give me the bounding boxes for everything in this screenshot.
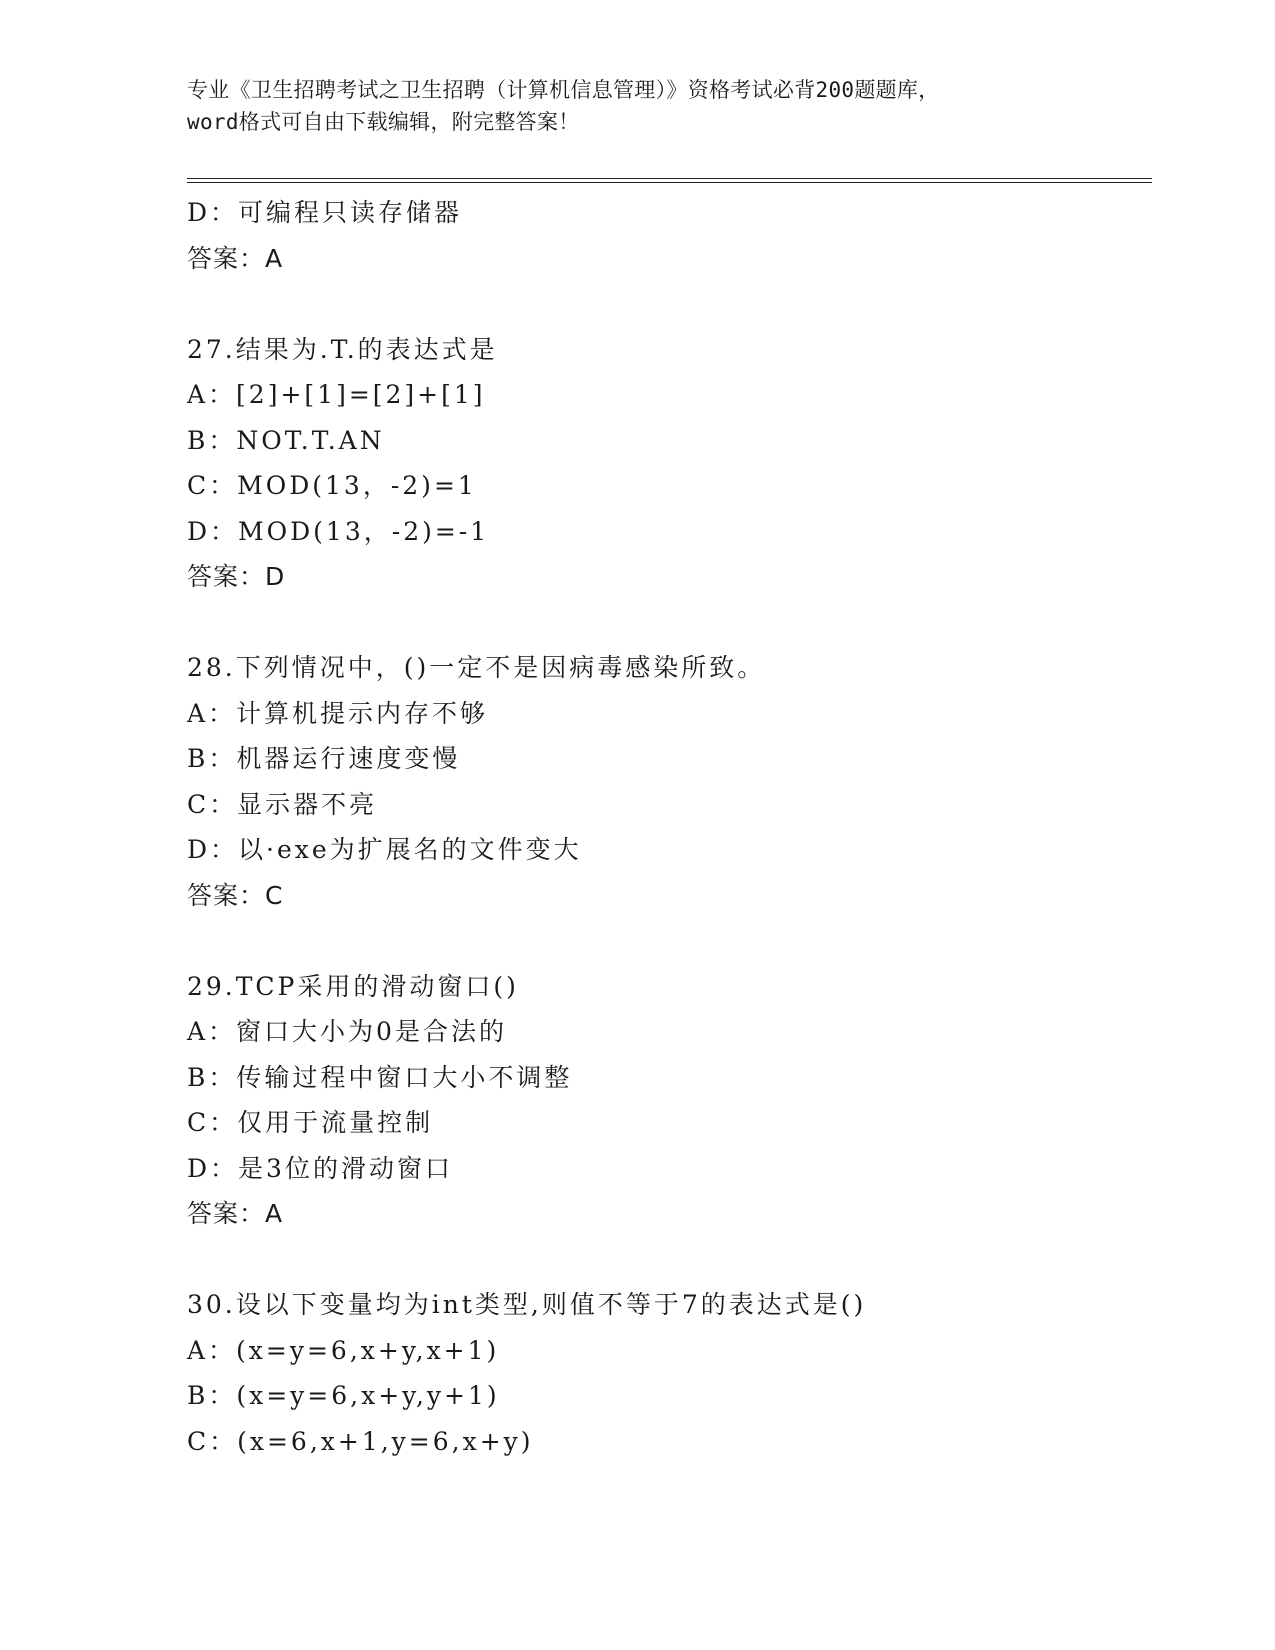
question-gap (187, 600, 1147, 646)
question-gap (187, 1237, 1147, 1283)
question-stem: 28.下列情况中，()一定不是因病毒感染所致。 (187, 653, 766, 682)
question-stem: 30.设以下变量均为int类型,则值不等于7的表达式是() (187, 1290, 867, 1319)
question-stem: 27.结果为.T.的表达式是 (187, 334, 498, 364)
question-stem: 29.TCP采用的滑动窗口() (187, 971, 519, 1001)
option-d: D：MOD(13，-2)=-1 (187, 516, 490, 546)
option-a: A：[2]+[1]=[2]+[1] (187, 380, 486, 409)
option-a: A：(x=y=6,x+y,x+1) (187, 1335, 500, 1365)
option-b: B：NOT.T.AN (187, 425, 385, 455)
option-d: D：以·exe为扩展名的文件变大 (187, 835, 582, 864)
question-block-29 (187, 964, 1147, 1237)
header-divider (187, 178, 1152, 183)
answer-label: 答案：A (187, 1199, 284, 1228)
option-a: A：计算机提示内存不够 (187, 698, 489, 728)
page-header (187, 74, 1107, 138)
question-block-27 (187, 327, 1147, 600)
answer-label: 答案：A (187, 243, 284, 273)
option-c: C：MOD(13，-2)=1 (187, 471, 477, 500)
header-line-2: word格式可自由下载编辑，附完整答案！ (187, 110, 580, 134)
option-c: C：显示器不亮 (187, 789, 378, 819)
question-block-30 (187, 1282, 1147, 1464)
answer-label: 答案：D (187, 562, 286, 591)
question-block-26 (187, 190, 1147, 281)
option-c: C：(x=6,x+1,y=6,x+y) (187, 1426, 534, 1456)
option-d: D：可编程只读存储器 (187, 198, 463, 227)
option-b: B：机器运行速度变慢 (187, 744, 461, 773)
option-c: C：仅用于流量控制 (187, 1108, 434, 1137)
question-block-28 (187, 645, 1147, 918)
option-d: D：是3位的滑动窗口 (187, 1153, 453, 1183)
option-b: B：(x=y=6,x+y,y+1) (187, 1381, 500, 1410)
question-gap (187, 281, 1147, 327)
option-b: B：传输过程中窗口大小不调整 (187, 1062, 573, 1092)
answer-label: 答案：C (187, 880, 284, 910)
header-line-1: 专业《卫生招聘考试之卫生招聘（计算机信息管理）》资格考试必背200题题库， (187, 78, 940, 102)
option-a: A：窗口大小为0是合法的 (187, 1017, 507, 1046)
question-gap (187, 918, 1147, 964)
question-list (187, 190, 1147, 1464)
